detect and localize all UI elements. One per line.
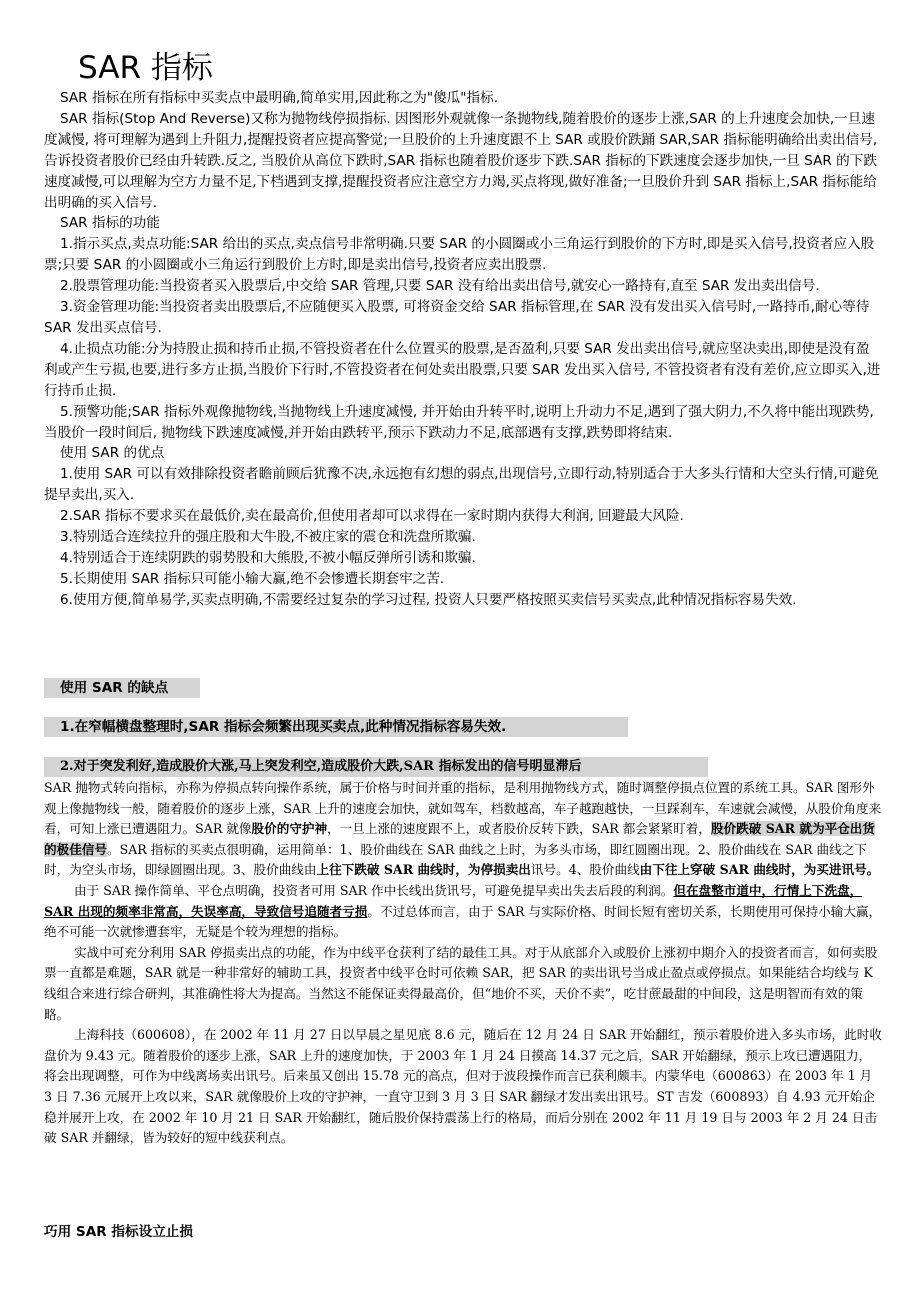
highlighted-text: 股价跌破 SAR 就为平仓出货的极佳信号 (44, 821, 875, 857)
list-item: 4.特别适合于连续阴跌的弱势股和大熊股,不被小幅反弹所引诱和欺骗. (60, 549, 476, 566)
section-heading-advantages: 使用 SAR 的优点 (60, 445, 165, 462)
text-run: ，一旦上涨的速度跟不上，或者股价反转下跌，SAR 都会紧紧盯着， (327, 821, 711, 837)
paragraph (44, 778, 882, 881)
underlined-text: 但在盘整市道中，行情上下洗盘，SAR 出现的频率非常高，失误率高，导致信号追随者亏损 (44, 882, 863, 919)
paragraph: SAR 指标在所有指标中买卖点中最明确,简单实用,因此称之为"傻瓜"指标. (60, 90, 499, 106)
paragraph (44, 881, 882, 943)
list-item: 6.使用方便,简单易学,买卖点明确,不需要经过复杂的学习过程, 投资人只要严格按照买卖信号买卖点,此种情况指标容易失效. (60, 591, 797, 608)
text-run: 。SAR 指标的买卖点很明确，运用简单：1、股价曲线在 SAR 曲线之上时，为多头市场，即红圆圈出现。2、股价曲线在 SAR 曲线之下时，为空头市场，即绿圆圈出现。3、股价曲线由 (44, 841, 867, 878)
paragraph: SAR 指标(Stop And Reverse)又称为抛物线停损指标. 因图形外观就像一条抛物线,随着股价的逐步上涨,SAR 的上升速度会加快,一旦速度减慢, 将可理解为遇到上升阻力,提醒投资者应提高警觉;一旦股价的上升速度跟不上 SAR 或股价跌踊 SAR,SAR 指标能明确给出卖出信号,告诉投资者股价已经由升转跌.反之, 当股价从高位下跌时,SAR 指标也随着股价逐步下跌.SAR 指标的下跌速度会逐步加快,一旦 SAR 的下跌速度减慢,可以理解为空方力量不足,下档遇到支撑,提醒投资者应注意空方力竭,买点将现,做好准备;一旦股价升到 SAR 指标上,SAR 指标能给出明确的买入信号. (44, 110, 878, 211)
list-item: 1.指示买点,卖点功能:SAR 给出的买点,卖点信号非常明确.只要 SAR 的小圆圈或小三角运行到股价的下方时,即是买入信号,投资者应入股票;只要 SAR 的小圆圈或小三角运行到股价上方时,即是卖出信号,投资者应卖出股票. (44, 236, 875, 274)
section-heading-shortcomings: 使用 SAR 的缺点 (44, 678, 200, 698)
page-title: SAR 指标 (78, 50, 213, 86)
paragraph: 实战中可充分利用 SAR 停损卖出点的功能，作为中线平仓获利了结的最佳工具。对于从底部介入或股价上涨初中期介入的投资者而言，如何卖股票一直都是难题，SAR 就是一种非常好的辅助工具，投资者中线平仓时可依赖 SAR，把 SAR 的卖出讯号当成止盈点或停损点。如果能结合均线与 K 线组合来进行综合研判，其准确性将大为提高。当然这不能保证卖得最高价，但“地价不买，天价不卖”，吃甘蔗最甜的中间段，这是明智而有效的策略。 (44, 944, 878, 1022)
intro-section (44, 88, 882, 611)
text-run: 讯号。4、股价曲线 (530, 862, 640, 878)
body-section (44, 778, 882, 1149)
list-item: 2.股票管理功能:当投资者买入股票后,中交给 SAR 管理,只要 SAR 没有给出卖出信号,就安心一路持有,直至 SAR 发出卖出信号. (60, 278, 820, 295)
text-run: 。不过总体而言，由于 SAR 与实际价格、时间长短有密切关系，长期使用可保持小输大赢，绝不可能一次就惨遭套牢，无疑是个较为理想的指标。 (44, 903, 882, 940)
list-item: 5.预警功能;SAR 指标外观像抛物线,当抛物线上升速度减慢, 并开始由升转平时,说明上升动力不足,遇到了强大阴力,不久将中能出现跌势,当股价一段时间后, 抛物线下跌速度减慢,并开始由跌转平,预示下跌动力不足,底部遇有支撑,跌势即将结束. (44, 403, 874, 441)
bold-text: 股价的守护神 (251, 821, 328, 837)
list-item: 2.SAR 指标不要求买在最低价,卖在最高价,但使用者却可以求得在一家时期内获得大利润, 回避最大风险. (60, 508, 684, 525)
section-heading-stoploss: 巧用 SAR 指标设立止损 (44, 1224, 193, 1240)
paragraph: 上海科技（600608），在 2002 年 11 月 27 日以早晨之星见底 8.6 元，随后在 12 月 24 日 SAR 开始翻红，预示着股价进入多头市场，此时收盘价为 9.43 元。随着股价的逐步上涨，SAR 上升的速度加快，于 2003 年 1 月 24 日摸高 14.37 元之后，SAR 开始翻绿，预示上攻已遭遇阻力，将会出现调整，可作为中线离场卖出讯号。后来虽又创出 15.78 元的高点，但对于波段操作而言已获利颇丰。内蒙华电（600863）在 2003 年 1 月 3 日 7.36 元展开上攻以来，SAR 就像股价上攻的守护神，一直守卫到 3 月 3 日 SAR 翻绿才发出卖出讯号。ST 吉发（600893）自 4.93 元开始企稳并展开上攻，在 2002 年 10 月 21 日 SAR 开始翻红，随后股价保持震荡上行的格局，而后分别在 2002 年 11 月 19 日与 2003 年 2 月 24 日击破 SAR 并翻绿，皆为较好的短中线获利点。 (44, 1027, 882, 1146)
shortcoming-item: 2.对于突发利好,造成股价大涨,马上突发利空,造成股价大跌,SAR 指标发出的信号明显滞后 (44, 757, 708, 777)
list-item: 1.使用 SAR 可以有效排除投资者瞻前顾后犹豫不决,永远抱有幻想的弱点,出现信号,立即行动,特别适合于大多头行情和大空头行情,可避免提早卖出,买入. (44, 466, 879, 504)
text-run: SAR 抛物式转向指标，亦称为停损点转向操作系统，属于价格与时间并重的指标，是利用抛物线方式，随时调整停损点位置的系统工具。SAR 图形外观上像抛物线一般，随着股价的逐步上涨，SAR 上升的速度会加快，就如驾车，档数越高，车子越跑越快，一旦踩刹车，车速就会减慢，从股价角度来看，可知上涨已遭遇阻力。SAR 就像 (44, 780, 882, 837)
bold-text: 由下往上穿破 SAR 曲线时，为买进讯号。 (639, 862, 880, 878)
list-item: 4.止损点功能:分为持股止损和持币止损,不管投资者在什么位置买的股票,是否盈利,只要 SAR 发出卖出信号,就应坚决卖出,即使是没有盈利或产生亏损,也要,进行多方止损,当股价下行时,不管投资者在何处卖出股票,只要 SAR 发出买入信号, 不管投资者有没有差价,应立即买入,进行持币止损. (44, 340, 881, 399)
text-run: 由于 SAR 操作简单、平仓点明确，投资者可用 SAR 作中长线出货讯号，可避免提早卖出失去后段的利润。 (74, 882, 674, 898)
bold-text: 上往下跌破 SAR 曲线时，为停损卖出 (316, 862, 531, 878)
shortcoming-item: 1.在窄幅横盘整理时,SAR 指标会频繁出现买卖点,此种情况指标容易失效. (44, 717, 628, 737)
list-item: 5.长期使用 SAR 指标只可能小输大赢,绝不会惨遭长期套牢之苦. (60, 570, 445, 587)
section-heading-functions: SAR 指标的功能 (60, 215, 160, 232)
list-item: 3.特别适合连续拉升的强庄股和大牛股,不被庄家的震仓和洗盘所欺骗. (60, 529, 476, 546)
list-item: 3.资金管理功能:当投资者卖出股票后,不应随便买入股票, 可将资金交给 SAR 指标管理,在 SAR 没有发出买入信号时,一路持币,耐心等待 SAR 发出买点信号. (44, 299, 870, 336)
